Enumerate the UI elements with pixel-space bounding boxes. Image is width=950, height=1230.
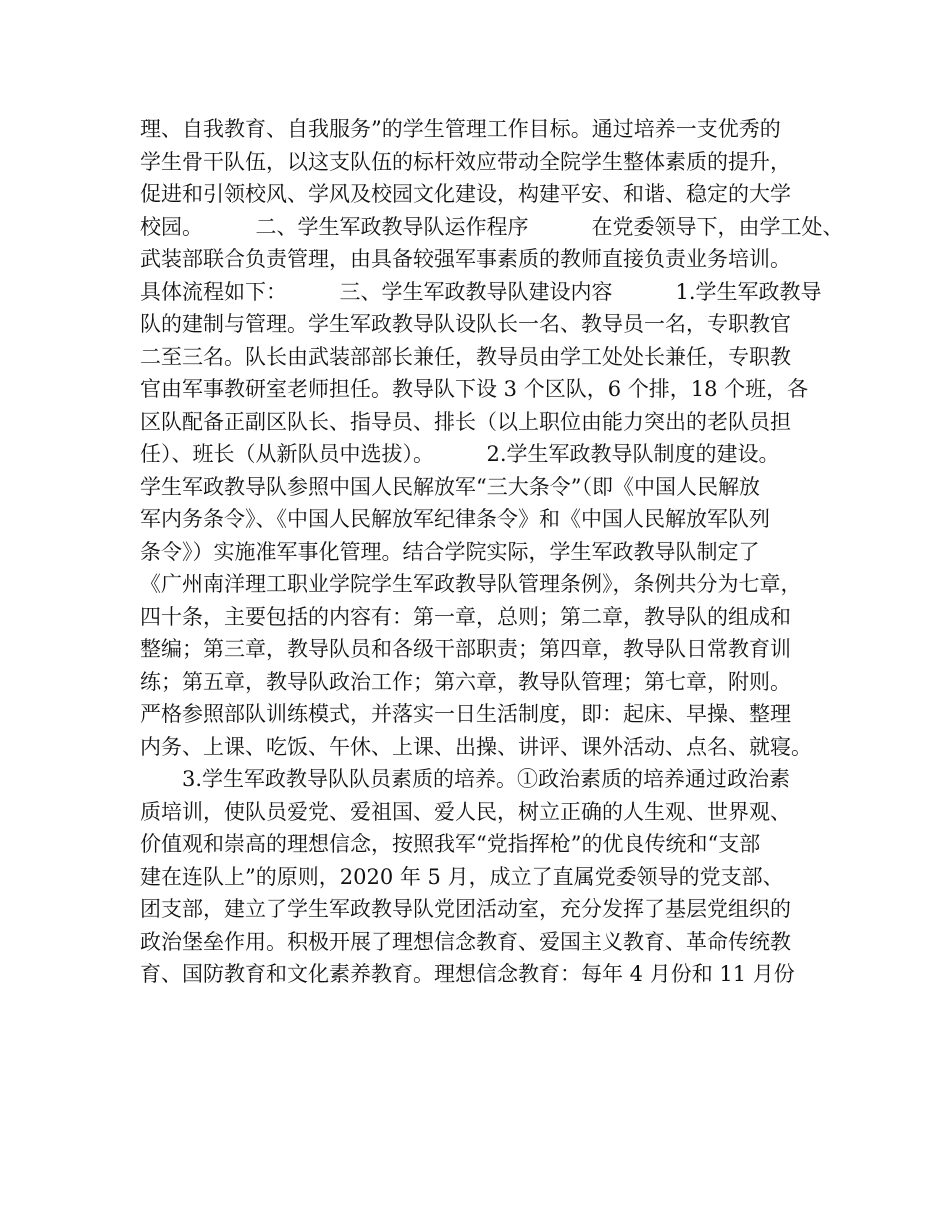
text-line: 二至三名。队长由武装部部长兼任，教导员由学工处处长兼任，专职教 bbox=[140, 344, 791, 369]
text-line: 政治堡垒作用。积极开展了理想信念教育、爱国主义教育、革命传统教 bbox=[140, 929, 791, 954]
text-line: 武装部联合负责管理，由具备较强军事素质的教师直接负责业务培训。 bbox=[140, 247, 791, 271]
text-line: 严格参照部队训练模式，并落实一日生活制度，即：起床、早操、整理 bbox=[140, 702, 791, 726]
text-line: 区队配备正副区队长、指导员、排长（以上职位由能力突出的老队员担 bbox=[140, 409, 791, 434]
text-line: 整编；第三章，教导队员和各级干部职责；第四章，教导队日常教育训 bbox=[140, 637, 791, 661]
text-line: 促进和引领校风、学风及校园文化建设，构建平安、和谐、稳定的大学 bbox=[140, 182, 791, 206]
text-line: 建在连队上”的原则，2020 年 5 月，成立了直属党委领导的党支部、 bbox=[140, 864, 784, 889]
body-text bbox=[140, 113, 844, 991]
text-line: 《广州南洋理工职业学院学生军政教导队管理条例》，条例共分为七章， bbox=[140, 572, 802, 596]
text-line: 理、自我教育、自我服务”的学生管理工作目标。通过培养一支优秀的 bbox=[140, 117, 781, 141]
text-line: 质培训，使队员爱党、爱祖国、爱人民，树立正确的人生观、世界观、 bbox=[140, 799, 791, 824]
text-line: 条令》）实施准军事化管理。结合学院实际，学生军政教导队制定了 bbox=[140, 539, 760, 564]
text-line: 官由军事教研室老师担任。教导队下设 3 个区队，6 个排，18 个班，各 bbox=[140, 377, 809, 401]
text-line: 学生骨干队伍，以这支队伍的标杆效应带动全院学生整体素质的提升， bbox=[140, 149, 791, 174]
text-line: 团支部，建立了学生军政教导队党团活动室，充分发挥了基层党组织的 bbox=[140, 897, 791, 921]
text-line: 内务、上课、吃饭、午休、上课、出操、讲评、课外活动、点名、就寝。 bbox=[140, 734, 812, 759]
text-line: 任）、班长（从新队员中选拔）。 2.学生军政教导队制度的建设。 bbox=[140, 442, 780, 466]
text-line: 价值观和崇高的理想信念，按照我军“党指挥枪”的优良传统和“支部 bbox=[140, 832, 761, 856]
text-line: 四十条，主要包括的内容有：第一章，总则；第二章，教导队的组成和 bbox=[140, 604, 791, 629]
text-line: 具体流程如下： 三、学生军政教导队建设内容 1.学生军政教导 bbox=[140, 279, 822, 304]
text-line: 练；第五章，教导队政治工作；第六章，教导队管理；第七章，附则。 bbox=[140, 669, 791, 694]
text-line: 军内务条令》、《中国人民解放军纪律条令》和《中国人民解放军队列 bbox=[140, 507, 770, 531]
text-line: 育、国防教育和文化素养教育。理想信念教育：每年 4 月份和 11 月份 bbox=[140, 962, 795, 986]
text-line: 学生军政教导队参照中国人民解放军“三大条令”（即《中国人民解放 bbox=[140, 474, 760, 499]
text-line: 队的建制与管理。学生军政教导队设队长一名、教导员一名，专职教官 bbox=[140, 312, 791, 336]
text-line: 校园。 二、学生军政教导队运作程序 在党委领导下，由学工处、 bbox=[140, 214, 844, 239]
text-line: 3.学生军政教导队队员素质的培养。①政治素质的培养通过政治素 bbox=[140, 767, 791, 791]
